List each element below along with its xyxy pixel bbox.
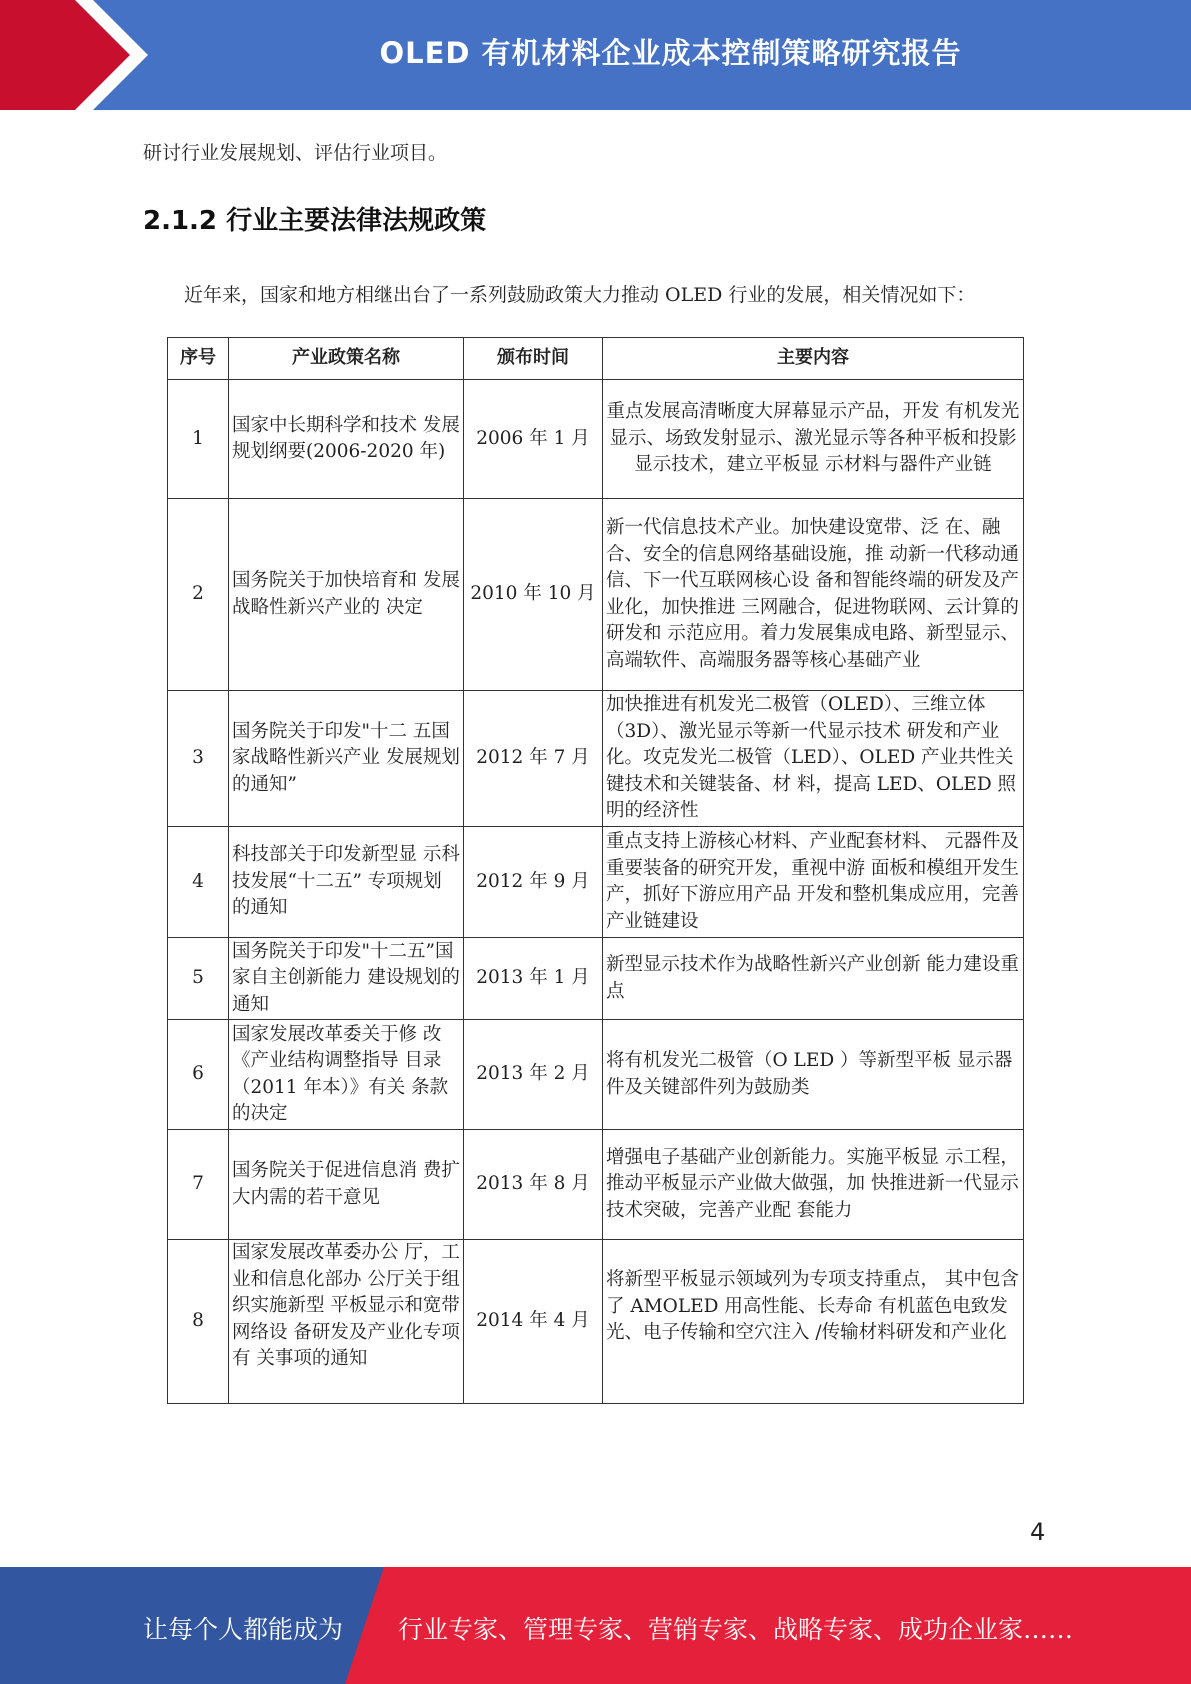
header-date: 颁布时间 (464, 338, 603, 380)
report-title: OLED 有机材料企业成本控制策略研究报告 (379, 35, 962, 70)
row-no: 3 (168, 691, 229, 827)
row-date: 2012 年 7 月 (464, 691, 603, 827)
table-row (168, 380, 1024, 499)
page-number: 4 (1030, 1518, 1046, 1546)
policy-table (167, 337, 1024, 1404)
section-paragraph: 近年来，国家和地方相继出台了一系列鼓励政策大力推动 OLED 行业的发展，相关情况如下： (184, 284, 976, 306)
footer-slogan-right: 行业专家、管理专家、营销专家、战略专家、成功企业家…… (398, 1615, 1074, 1644)
row-name: 国务院关于促进信息消 费扩大内需的若干意见 (229, 1130, 464, 1240)
row-name: 国务院关于印发"十二五”国家自主创新能力 建设规划的通知 (229, 938, 464, 1020)
row-name: 国家发展改革委办公 厅，工业和信息化部办 公厅关于组织实施新型 平板显示和宽带网络设 备研发及产业化专项有 关事项的通知 (229, 1240, 464, 1404)
row-date: 2013 年 8 月 (464, 1130, 603, 1240)
row-date: 2013 年 1 月 (464, 938, 603, 1020)
row-date: 2010 年 10 月 (464, 499, 603, 691)
row-no: 4 (168, 827, 229, 938)
row-no: 7 (168, 1130, 229, 1240)
table-row (168, 499, 1024, 691)
table-row (168, 938, 1024, 1020)
table-row (168, 1240, 1024, 1404)
table-row (168, 827, 1024, 938)
table-row (168, 1130, 1024, 1240)
intro-line: 研讨行业发展规划、评估行业项目。 (143, 142, 448, 164)
row-date: 2013 年 2 月 (464, 1020, 603, 1130)
row-name: 国务院关于印发"十二 五国家战略性新兴产业 发展规划的通知” (229, 691, 464, 827)
header-name: 产业政策名称 (229, 338, 464, 380)
row-no: 2 (168, 499, 229, 691)
row-content: 重点发展高清晰度大屏幕显示产品，开发 有机发光显示、场致发射显示、激光显示等各种平板和投影显示技术，建立平板显 示材料与器件产业链 (603, 380, 1024, 499)
row-no: 6 (168, 1020, 229, 1130)
table-header-row (168, 338, 1024, 380)
row-name: 国务院关于加快培育和 发展战略性新兴产业的 决定 (229, 499, 464, 691)
row-content: 新型显示技术作为战略性新兴产业创新 能力建设重点 (603, 938, 1024, 1020)
footer-slogan-left: 让每个人都能成为 (143, 1615, 344, 1644)
row-content: 重点支持上游核心材料、产业配套材料、 元器件及重要装备的研究开发，重视中游 面板和模组开发生产，抓好下游应用产品 开发和整机集成应用，完善产业链建设 (603, 827, 1024, 938)
row-content: 新一代信息技术产业。加快建设宽带、泛 在、融合、安全的信息网络基础设施，推 动新一代移动通信、下一代互联网核心设 备和智能终端的研发及产业化，加快推进 三网融合，促进物联网、云计算的研发和 示范应用。着力发展集成电路、新型显示、 高端软件、高端服务器等核心基础产业 (603, 499, 1024, 691)
row-no: 5 (168, 938, 229, 1020)
header-content: 主要内容 (603, 338, 1024, 380)
row-content: 将有机发光二极管（O LED ）等新型平板 显示器件及关键部件列为鼓励类 (603, 1020, 1024, 1130)
header-no: 序号 (168, 338, 229, 380)
row-date: 2006 年 1 月 (464, 380, 603, 499)
row-date: 2012 年 9 月 (464, 827, 603, 938)
row-content: 加快推进有机发光二极管（OLED）、三维立体（3D）、激光显示等新一代显示技术 研发和产业化。攻克发光二极管（LED）、OLED 产业共性关键技术和关键装备、材 料，提高 LED、OLED 照明的经济性 (603, 691, 1024, 827)
table-row (168, 1020, 1024, 1130)
row-date: 2014 年 4 月 (464, 1240, 603, 1404)
row-no: 1 (168, 380, 229, 499)
row-name: 科技部关于印发新型显 示科技发展“十二五” 专项规划的通知 (229, 827, 464, 938)
row-name: 国家发展改革委关于修 改《产业结构调整指导 目录（2011 年本）》有关 条款的决定 (229, 1020, 464, 1130)
table-row (168, 691, 1024, 827)
row-content: 将新型平板显示领域列为专项支持重点， 其中包含了 AMOLED 用高性能、长寿命 有机蓝色电致发光、电子传输和空穴注入 /传输材料研发和产业化 (603, 1240, 1024, 1404)
section-heading: 2.1.2 行业主要法律法规政策 (143, 206, 487, 236)
row-content: 增强电子基础产业创新能力。实施平板显 示工程，推动平板显示产业做大做强，加 快推进新一代显示技术突破，完善产业配 套能力 (603, 1130, 1024, 1240)
row-no: 8 (168, 1240, 229, 1404)
row-name: 国家中长期科学和技术 发展规划纲要(2006-2020 年) (229, 380, 464, 499)
